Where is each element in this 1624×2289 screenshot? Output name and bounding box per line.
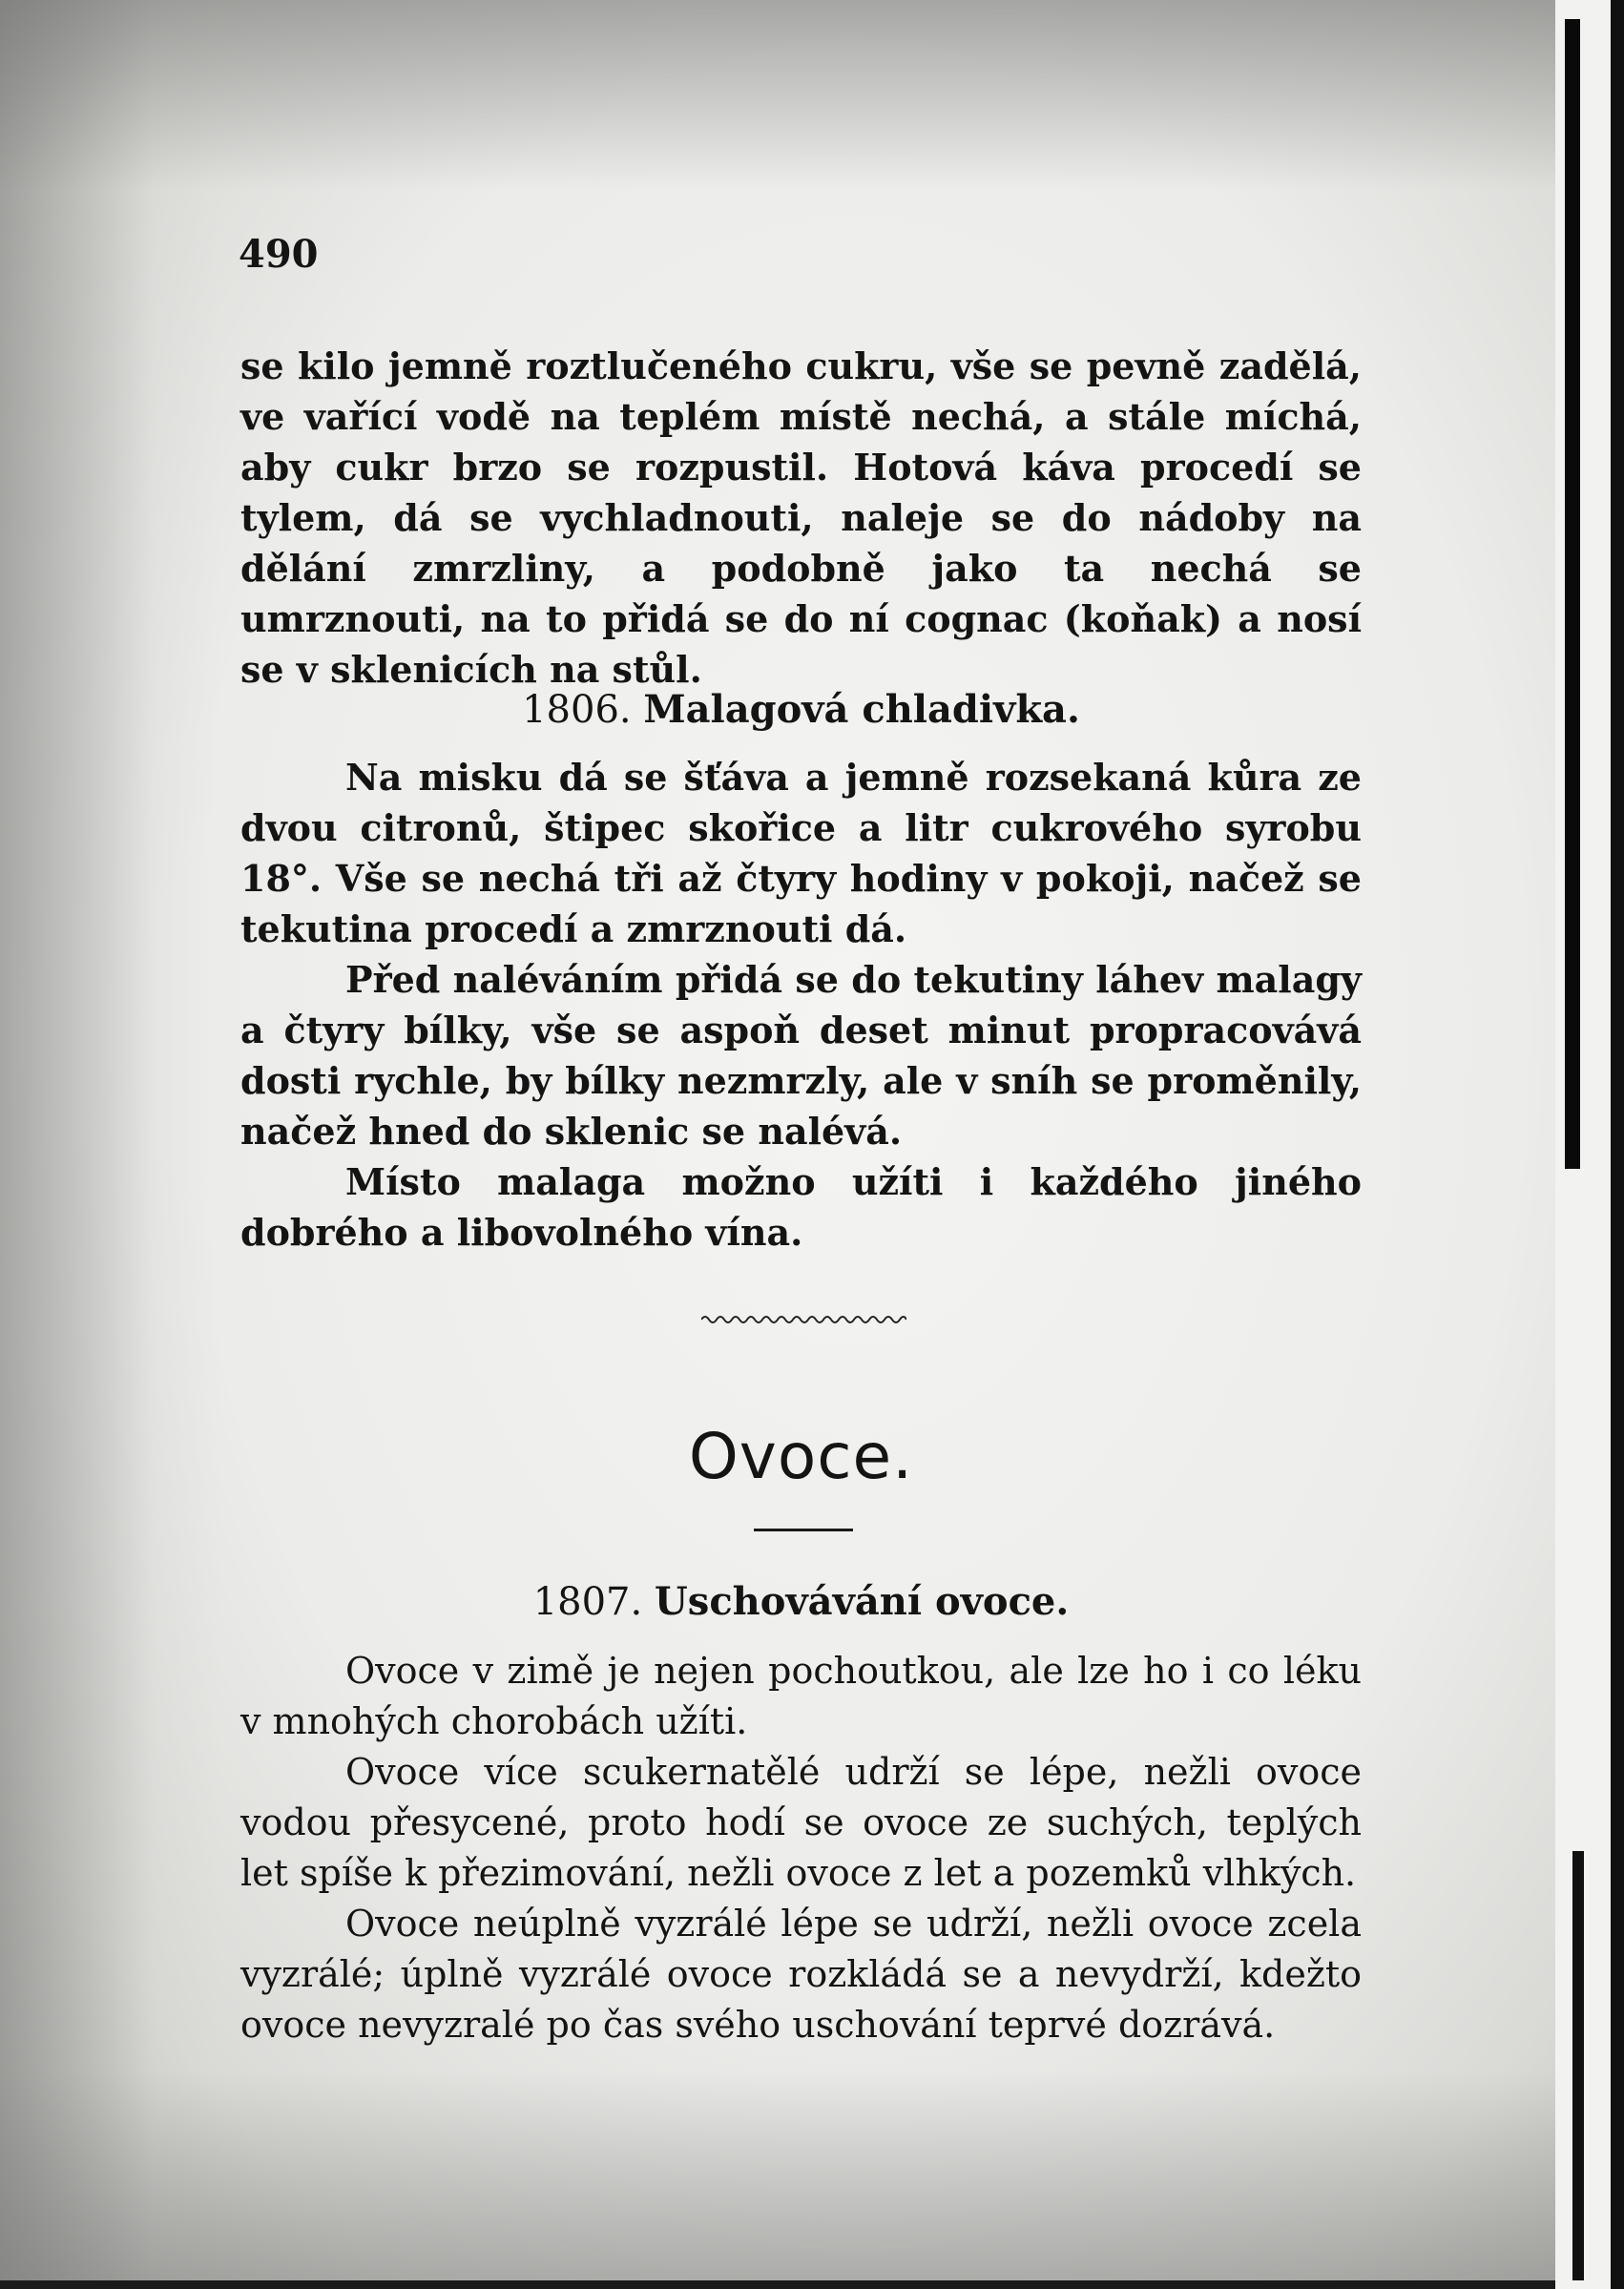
page-number: 490 — [239, 232, 319, 277]
page-shadow-left — [0, 0, 219, 2280]
recipe-title: Uschovávání ovoce. — [654, 1579, 1070, 1624]
scan-edge — [1611, 0, 1624, 2289]
paragraph: Místo malaga možno užíti i každého jiného dobrého a libovolného vína. — [240, 1160, 1362, 1254]
recipe-title: Malagová chladivka. — [643, 687, 1080, 732]
section-title: Ovoce. — [688, 1420, 914, 1493]
continuation-text — [240, 341, 1362, 695]
wavy-divider — [701, 1312, 906, 1327]
recipe-heading-1807 — [240, 1579, 1362, 1624]
page-shadow-top — [0, 0, 1555, 191]
paragraph: Ovoce více scukernatělé udrží se lépe, nežli ovoce vodou přesycené, proto hodí se ovoce ze suchých, teplých let spíše k přezimování, nežli ovoce z let a pozemků vlhkých. — [240, 1751, 1362, 1894]
recipe-body-1806 — [240, 752, 1362, 1258]
paragraph: Na misku dá se šťáva a jemně rozsekaná kůra ze dvou citronů, štipec skořice a litr cukrového syrobu 18°. Vše se nechá tři až čtyry hodiny v pokoji, načež se tekutina procedí a zmrznouti dá. — [240, 756, 1362, 950]
recipe-number: 1807. — [532, 1580, 643, 1624]
recipe-body-1807 — [240, 1646, 1362, 2050]
paragraph: Ovoce v zimě je nejen pochoutkou, ale lze ho i co léku v mnohých chorobách užíti. — [240, 1650, 1362, 1742]
paragraph: se kilo jemně roztlučeného cukru, vše se pevně zadělá, ve vařící vodě na teplém místě nechá, a stále míchá, aby cukr brzo se rozpustil. Hotová káva procedí se tylem, dá se vychladnouti, naleje se do nádoby na dělání zmrzliny, a podobně jako ta nechá se umrznouti, na to přidá se do ní cognac (koňak) a nosí se v sklenicích na stůl. — [240, 344, 1362, 691]
scan-edge-bar — [1565, 19, 1580, 1169]
recipe-heading-1806 — [240, 687, 1362, 732]
recipe-number: 1806. — [522, 688, 632, 732]
scan-edge-bar-lower — [1572, 1851, 1584, 2280]
title-underline — [754, 1529, 853, 1531]
paragraph: Ovoce neúplně vyzrálé lépe se udrží, nežli ovoce zcela vyzrálé; úplně vyzrálé ovoce rozkládá se a nevydrží, kdežto ovoce nevyzralé po čas svého uschování teprvé dozrává. — [240, 1903, 1362, 2046]
page-shadow-bottom — [0, 2071, 1555, 2280]
paragraph: Před naléváním přidá se do tekutiny láhev malagy a čtyry bílky, vše se aspoň deset minut propracovává dosti rychle, by bílky nezmrzly, ale v sníh se proměnily, načež hned do sklenic se nalévá. — [240, 958, 1362, 1153]
